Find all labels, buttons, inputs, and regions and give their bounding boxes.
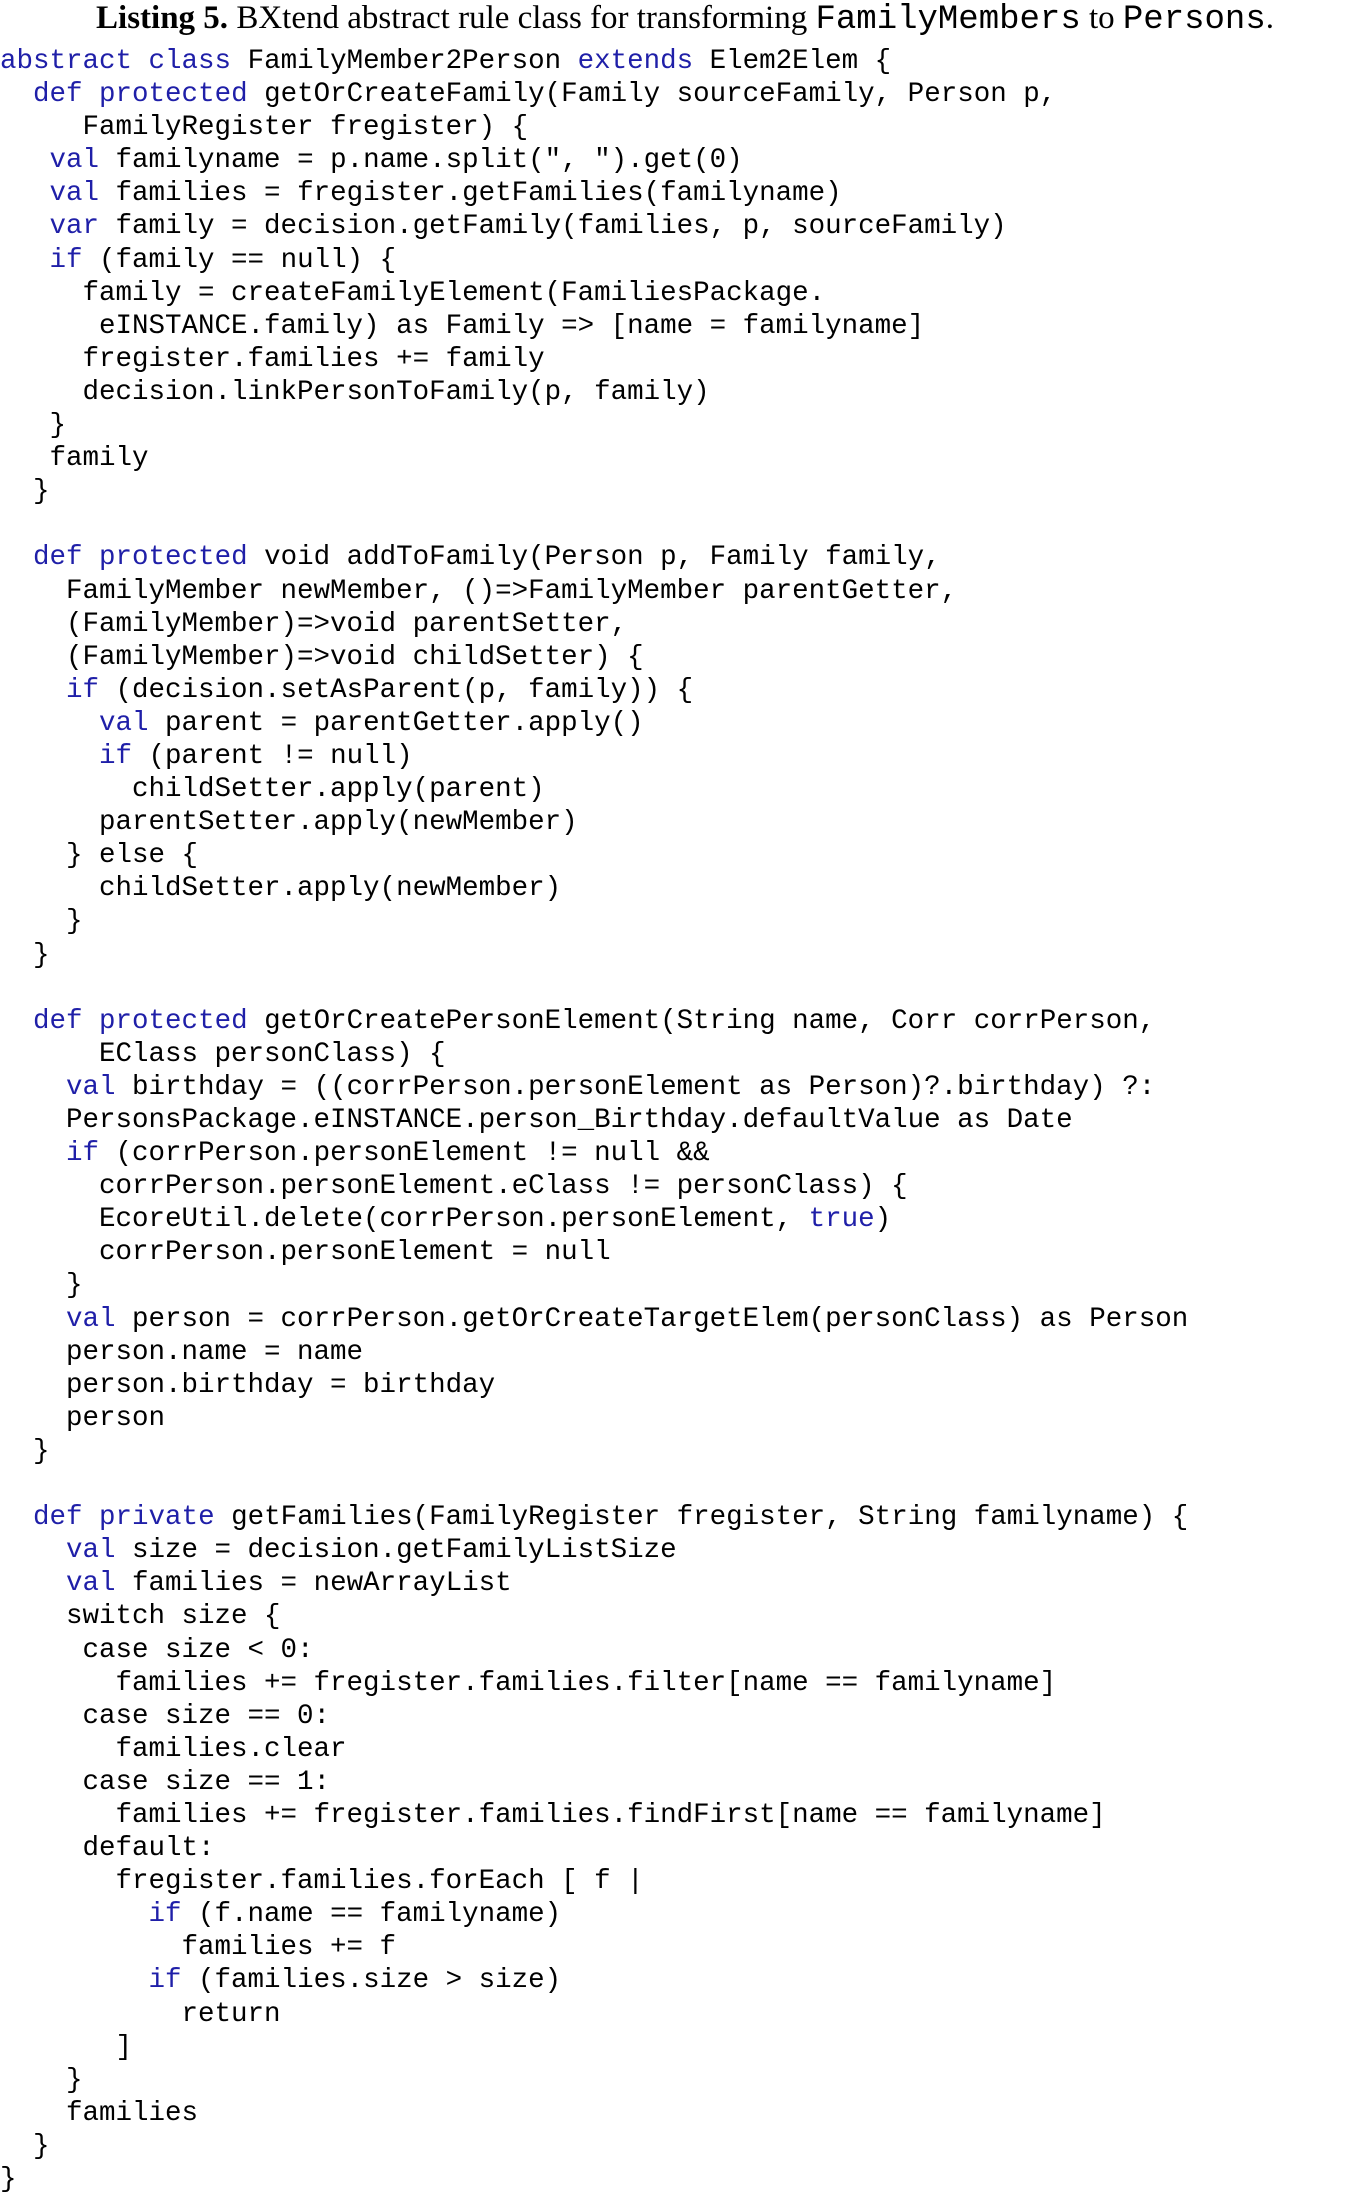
code-line [0, 806, 1370, 839]
code-line [0, 1303, 1370, 1336]
code-text: family = decision.getFamily(families, p, sourceFamily) [99, 211, 1007, 243]
code-text [0, 211, 50, 242]
code-text: person.name = name [0, 1336, 364, 1368]
code-line [0, 2031, 1370, 2064]
code-text [0, 1535, 66, 1566]
code-text: corrPerson.personElement.eClass != personClass) { [0, 1171, 908, 1203]
code-line [0, 1766, 1370, 1799]
code-text: family = createFamilyElement(FamiliesPackage. [0, 277, 826, 309]
caption-code-term: FamilyMembers [815, 1, 1081, 39]
code-text: families += f [0, 1932, 397, 1964]
code-line [0, 939, 1370, 972]
code-text: } [0, 939, 50, 971]
code-line [0, 2130, 1370, 2163]
code-line [0, 1667, 1370, 1700]
code-text [0, 675, 66, 706]
listing-caption [0, 0, 1370, 40]
code-text [0, 708, 99, 739]
code-text: } [0, 410, 67, 442]
code-text: decision.linkPersonToFamily(p, family) [0, 376, 710, 408]
code-line [0, 2064, 1370, 2097]
code-text: size = decision.getFamilyListSize [115, 1535, 677, 1567]
code-line [0, 773, 1370, 806]
code-line [0, 1071, 1370, 1104]
code-line [0, 1501, 1370, 1534]
code-text: parentSetter.apply(newMember) [0, 807, 578, 839]
code-text: families.clear [0, 1733, 347, 1765]
code-text: families += fregister.families.filter[name == familyname] [0, 1667, 1057, 1699]
code-text [0, 1072, 66, 1103]
code-line [0, 1600, 1370, 1633]
caption-text: to [1080, 0, 1123, 36]
code-line [0, 740, 1370, 773]
code-line [0, 144, 1370, 177]
code-line [0, 1998, 1370, 2031]
code-line [0, 707, 1370, 740]
code-line [0, 244, 1370, 277]
code-text: Elem2Elem { [693, 46, 892, 77]
code-text [0, 1006, 33, 1037]
code-line [0, 872, 1370, 905]
code-text: (FamilyMember)=>void childSetter) { [0, 641, 644, 673]
code-text: corrPerson.personElement = null [0, 1237, 611, 1269]
code-line [0, 641, 1370, 674]
code-text [0, 1138, 66, 1169]
code-line [0, 310, 1370, 343]
code-keyword: if [66, 1138, 100, 1170]
code-line [0, 1634, 1370, 1667]
code-keyword: if [148, 1965, 182, 1997]
code-text: } [0, 476, 50, 508]
code-keyword: def [33, 1502, 83, 1534]
code-line [0, 839, 1370, 872]
code-text: family [0, 443, 149, 475]
code-text: EClass personClass) { [0, 1038, 446, 1070]
code-keyword: val [66, 1303, 116, 1335]
code-line [0, 1832, 1370, 1865]
code-text: fregister.families += family [0, 343, 545, 375]
code-text: case size == 1: [0, 1766, 331, 1798]
code-text: person = corrPerson.getOrCreateTargetElem(personClass) as Person [115, 1303, 1189, 1335]
code-text [0, 245, 50, 276]
code-keyword: extends [577, 46, 694, 77]
code-line [0, 1468, 1370, 1501]
code-text: } [0, 906, 83, 938]
code-line [0, 972, 1370, 1005]
code-keyword: protected [99, 79, 248, 111]
caption-code-term: Persons [1122, 1, 1266, 39]
code-text [0, 1965, 149, 1996]
code-keyword: val [66, 1071, 116, 1103]
code-text [0, 1304, 66, 1335]
code-text: eINSTANCE.family) as Family => [name = familyname] [0, 310, 925, 342]
code-text: FamilyMember newMember, ()=>FamilyMember parentGetter, [0, 575, 958, 607]
code-line [0, 177, 1370, 210]
code-text: return [0, 1998, 281, 2030]
code-line [0, 1038, 1370, 1071]
code-text: childSetter.apply(parent) [0, 774, 545, 806]
code-keyword: var [49, 211, 100, 243]
code-text [83, 79, 100, 110]
code-line [0, 2097, 1370, 2130]
code-text: ) [874, 1204, 892, 1236]
code-text: } [0, 2130, 50, 2162]
code-line [0, 78, 1370, 111]
code-text [83, 1502, 100, 1533]
code-text: } [0, 2164, 17, 2195]
code-keyword: val [49, 178, 100, 210]
code-keyword: class [148, 46, 232, 77]
code-text: families += fregister.families.findFirst[name == familyname] [0, 1799, 1106, 1831]
code-text [0, 1502, 33, 1533]
code-line [0, 1898, 1370, 1931]
code-text [0, 1568, 66, 1599]
code-text: (parent != null) [132, 740, 413, 772]
code-text: familyname = p.name.split(", ").get(0) [99, 145, 743, 177]
code-keyword: if [49, 244, 83, 276]
code-keyword: abstract [0, 46, 133, 77]
code-text: } [0, 1270, 83, 1302]
code-text: } [0, 1435, 50, 1467]
code-keyword: protected [99, 1005, 248, 1037]
code-line [0, 1700, 1370, 1733]
code-keyword: if [99, 740, 133, 772]
caption-text: . [1265, 0, 1274, 36]
code-line [0, 409, 1370, 442]
code-text: } else { [0, 840, 199, 872]
code-keyword: val [66, 1535, 116, 1567]
code-line [0, 1964, 1370, 1997]
code-text: (decision.setAsParent(p, family)) { [99, 674, 694, 706]
code-line [0, 674, 1370, 707]
code-line [0, 1733, 1370, 1766]
listing-number: Listing 5. [96, 0, 229, 36]
code-line [0, 45, 1370, 78]
code-text: default: [0, 1833, 215, 1865]
code-line [0, 376, 1370, 409]
code-text: families = fregister.getFamilies(familyname) [99, 178, 842, 210]
code-line [0, 1799, 1370, 1832]
code-text: (family == null) { [82, 244, 397, 276]
code-listing [0, 45, 1370, 2196]
code-text: getOrCreateFamily(Family sourceFamily, Person p, [247, 79, 1057, 111]
code-text: void addToFamily(Person p, Family family, [247, 542, 941, 574]
code-line [0, 475, 1370, 508]
code-line [0, 1137, 1370, 1170]
code-text [0, 542, 33, 573]
code-text [132, 46, 149, 77]
code-line [0, 1336, 1370, 1369]
code-line [0, 1269, 1370, 1302]
code-text: (corrPerson.personElement != null && [99, 1138, 710, 1170]
code-line [0, 277, 1370, 310]
code-text: } [0, 2064, 83, 2096]
code-line [0, 1534, 1370, 1567]
code-line [0, 608, 1370, 641]
code-keyword: private [99, 1502, 215, 1534]
code-text: (FamilyMember)=>void parentSetter, [0, 608, 628, 640]
code-line [0, 1104, 1370, 1137]
code-line [0, 343, 1370, 376]
code-line [0, 905, 1370, 938]
code-keyword: val [99, 707, 149, 739]
code-line [0, 541, 1370, 574]
code-text: switch size { [0, 1601, 281, 1633]
code-line [0, 442, 1370, 475]
code-line [0, 1005, 1370, 1038]
code-text [0, 79, 33, 110]
code-line [0, 2163, 1370, 2196]
code-text: birthday = ((corrPerson.personElement as Person)?.birthday) ?: [115, 1071, 1156, 1103]
code-line [0, 575, 1370, 608]
code-keyword: def [33, 542, 83, 574]
code-keyword: protected [99, 542, 248, 574]
caption-text: BXtend abstract rule class for transforming [228, 0, 816, 36]
code-text: EcoreUtil.delete(corrPerson.personElement, [0, 1204, 809, 1236]
code-text [0, 1899, 149, 1930]
code-text: PersonsPackage.eINSTANCE.person_Birthday.defaultValue as Date [0, 1105, 1073, 1136]
code-line [0, 1236, 1370, 1269]
code-line [0, 1203, 1370, 1236]
code-line [0, 1170, 1370, 1203]
code-text: case size == 0: [0, 1700, 331, 1732]
code-text: FamilyRegister fregister) { [0, 112, 529, 144]
code-keyword: true [808, 1204, 875, 1236]
code-line [0, 1369, 1370, 1402]
code-text: case size < 0: [0, 1634, 314, 1666]
code-keyword: def [33, 79, 83, 111]
code-text: person.birthday = birthday [0, 1369, 496, 1401]
code-line [0, 508, 1370, 541]
code-keyword: val [49, 145, 100, 177]
code-text [0, 145, 50, 176]
code-text: ] [0, 2031, 133, 2063]
code-text [83, 1006, 100, 1037]
code-text [0, 741, 99, 772]
code-text: FamilyMember2Person [231, 46, 578, 77]
code-text [0, 178, 50, 209]
code-keyword: if [66, 674, 100, 706]
code-text: (families.size > size) [181, 1965, 562, 1997]
code-keyword: if [148, 1899, 182, 1931]
code-line [0, 1435, 1370, 1468]
code-text: getOrCreatePersonElement(String name, Corr corrPerson, [247, 1005, 1156, 1037]
code-line [0, 1865, 1370, 1898]
code-text: families = newArrayList [115, 1568, 512, 1600]
code-keyword: val [66, 1568, 116, 1600]
code-text: families [0, 2097, 199, 2129]
code-text: (f.name == familyname) [181, 1899, 562, 1931]
code-text: fregister.families.forEach [ f | [0, 1866, 644, 1898]
code-line [0, 1402, 1370, 1435]
code-text: childSetter.apply(newMember) [0, 873, 562, 905]
code-text [83, 542, 100, 573]
code-line [0, 1931, 1370, 1964]
code-keyword: def [33, 1005, 83, 1037]
code-line [0, 210, 1370, 243]
code-text: getFamilies(FamilyRegister fregister, String familyname) { [214, 1502, 1189, 1534]
code-text: person [0, 1402, 166, 1434]
code-text: parent = parentGetter.apply() [148, 707, 644, 739]
code-line [0, 1567, 1370, 1600]
code-line [0, 111, 1370, 144]
